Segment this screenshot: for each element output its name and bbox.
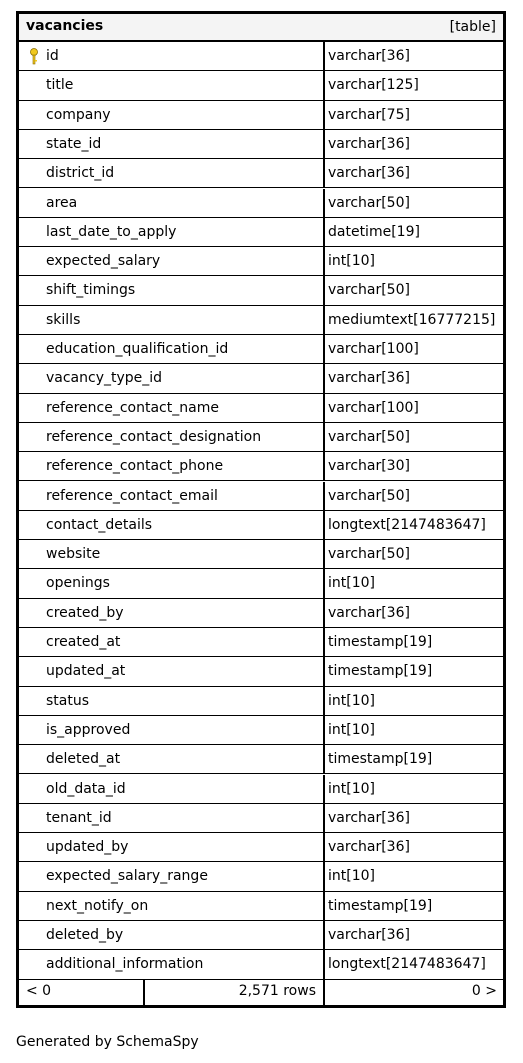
column-type: varchar[125] xyxy=(328,77,419,94)
column-type: int[10] xyxy=(328,253,375,270)
column-row xyxy=(19,159,503,188)
column-name: shift_timings xyxy=(46,282,136,299)
column-type: mediumtext[16777215] xyxy=(328,311,496,328)
column-type: varchar[100] xyxy=(328,399,419,416)
column-name: title xyxy=(46,77,74,94)
column-divider xyxy=(323,716,325,744)
generated-by-label: Generated by SchemaSpy xyxy=(16,1034,199,1050)
row-count: 2,571 rows xyxy=(238,983,316,999)
column-type: longtext[2147483647] xyxy=(328,956,486,973)
column-name: next_notify_on xyxy=(46,897,149,914)
column-type: varchar[36] xyxy=(328,809,410,826)
column-row xyxy=(19,101,503,130)
column-row xyxy=(19,745,503,774)
column-divider xyxy=(323,159,325,187)
column-divider xyxy=(323,394,325,422)
column-type: int[10] xyxy=(328,721,375,738)
column-divider xyxy=(323,247,325,275)
column-row xyxy=(19,833,503,862)
column-divider xyxy=(323,950,325,978)
column-row xyxy=(19,306,503,335)
column-name: state_id xyxy=(46,135,102,152)
column-row xyxy=(19,804,503,833)
column-type: varchar[36] xyxy=(328,927,410,943)
column-row xyxy=(19,540,503,569)
column-name: contact_details xyxy=(46,516,153,533)
column-name: openings xyxy=(46,575,110,592)
column-row xyxy=(19,775,503,804)
column-row xyxy=(19,452,503,481)
column-type: varchar[36] xyxy=(328,604,410,621)
column-row xyxy=(19,599,503,628)
column-type: varchar[50] xyxy=(328,194,410,211)
column-divider xyxy=(323,482,325,510)
column-name: deleted_at xyxy=(46,751,121,768)
column-type: int[10] xyxy=(328,780,375,797)
column-type: varchar[50] xyxy=(328,428,410,445)
column-type: datetime[19] xyxy=(328,223,420,240)
child-count: 0 > xyxy=(471,983,497,999)
column-divider xyxy=(323,364,325,392)
column-type: int[10] xyxy=(328,692,375,709)
column-row xyxy=(19,716,503,745)
column-name: reference_contact_designation xyxy=(46,428,262,445)
column-divider xyxy=(323,569,325,597)
column-name: skills xyxy=(46,311,81,328)
column-row xyxy=(19,892,503,921)
column-row xyxy=(19,482,503,511)
column-divider xyxy=(323,804,325,832)
column-row xyxy=(19,247,503,276)
column-row xyxy=(19,130,503,159)
column-divider xyxy=(323,71,325,99)
column-divider xyxy=(323,921,325,949)
column-type: timestamp[19] xyxy=(328,634,433,650)
column-divider xyxy=(323,628,325,656)
column-name: education_qualification_id xyxy=(46,341,229,357)
column-divider xyxy=(323,833,325,861)
column-name: company xyxy=(46,106,111,123)
column-row xyxy=(19,335,503,364)
table-footer xyxy=(19,980,503,1005)
table-header xyxy=(19,14,503,42)
column-name: created_by xyxy=(46,604,124,621)
column-type: varchar[30] xyxy=(328,458,410,475)
column-name: updated_at xyxy=(46,663,126,680)
footer-divider xyxy=(323,980,325,1005)
table-name: vacancies xyxy=(26,18,104,34)
column-row xyxy=(19,71,503,100)
column-divider xyxy=(323,218,325,246)
column-name: reference_contact_phone xyxy=(46,458,224,475)
column-row xyxy=(19,950,503,979)
column-name: old_data_id xyxy=(46,780,126,797)
column-type: varchar[36] xyxy=(328,839,410,856)
column-name: created_at xyxy=(46,634,121,650)
column-name: vacancy_type_id xyxy=(46,370,163,387)
column-type: timestamp[19] xyxy=(328,897,433,914)
column-type: varchar[100] xyxy=(328,341,419,357)
column-divider xyxy=(323,511,325,539)
column-type: varchar[36] xyxy=(328,165,410,182)
column-divider xyxy=(323,276,325,304)
column-name: deleted_by xyxy=(46,927,124,943)
column-name: is_approved xyxy=(46,721,131,738)
column-type: varchar[75] xyxy=(328,106,410,123)
column-type: timestamp[19] xyxy=(328,751,433,768)
column-row xyxy=(19,569,503,598)
column-divider xyxy=(323,423,325,451)
column-row xyxy=(19,687,503,716)
column-divider xyxy=(323,775,325,803)
column-type: varchar[50] xyxy=(328,487,410,504)
column-name: id xyxy=(46,48,59,64)
column-type: varchar[50] xyxy=(328,282,410,299)
column-divider xyxy=(323,540,325,568)
column-divider xyxy=(323,335,325,363)
column-row xyxy=(19,511,503,540)
column-divider xyxy=(323,687,325,715)
column-row xyxy=(19,189,503,218)
table-vacancies xyxy=(16,11,506,1008)
column-type: varchar[36] xyxy=(328,135,410,152)
parent-count: < 0 xyxy=(26,983,52,999)
column-name: reference_contact_name xyxy=(46,399,219,416)
column-name: updated_by xyxy=(46,839,129,856)
column-name: last_date_to_apply xyxy=(46,223,177,240)
column-type: varchar[36] xyxy=(328,370,410,387)
column-row xyxy=(19,628,503,657)
column-divider xyxy=(323,452,325,480)
column-name: additional_information xyxy=(46,956,204,973)
column-divider xyxy=(323,306,325,334)
column-row xyxy=(19,394,503,423)
column-type: varchar[50] xyxy=(328,546,410,563)
column-divider xyxy=(323,599,325,627)
column-name: reference_contact_email xyxy=(46,487,218,504)
column-divider xyxy=(323,892,325,920)
column-name: area xyxy=(46,194,78,211)
column-name: district_id xyxy=(46,165,115,182)
column-row xyxy=(19,364,503,393)
column-row xyxy=(19,276,503,305)
column-divider xyxy=(323,130,325,158)
column-name: expected_salary xyxy=(46,253,161,270)
column-divider xyxy=(323,101,325,129)
footer-divider xyxy=(143,980,145,1005)
column-divider xyxy=(323,862,325,890)
column-row xyxy=(19,218,503,247)
column-type: int[10] xyxy=(328,868,375,885)
column-name: website xyxy=(46,546,101,563)
column-divider xyxy=(323,189,325,217)
column-name: expected_salary_range xyxy=(46,868,208,885)
column-row xyxy=(19,921,503,950)
column-row xyxy=(19,862,503,891)
table-kind: [table] xyxy=(449,19,496,35)
column-row xyxy=(19,42,503,71)
column-type: timestamp[19] xyxy=(328,663,433,680)
column-divider xyxy=(323,745,325,773)
column-type: int[10] xyxy=(328,575,375,592)
column-row xyxy=(19,657,503,686)
column-type: longtext[2147483647] xyxy=(328,516,486,533)
primary-key-icon xyxy=(29,48,39,65)
column-divider xyxy=(323,657,325,685)
column-row xyxy=(19,423,503,452)
column-divider xyxy=(323,42,325,70)
column-name: tenant_id xyxy=(46,809,112,826)
column-type: varchar[36] xyxy=(328,48,410,64)
column-name: status xyxy=(46,692,90,709)
